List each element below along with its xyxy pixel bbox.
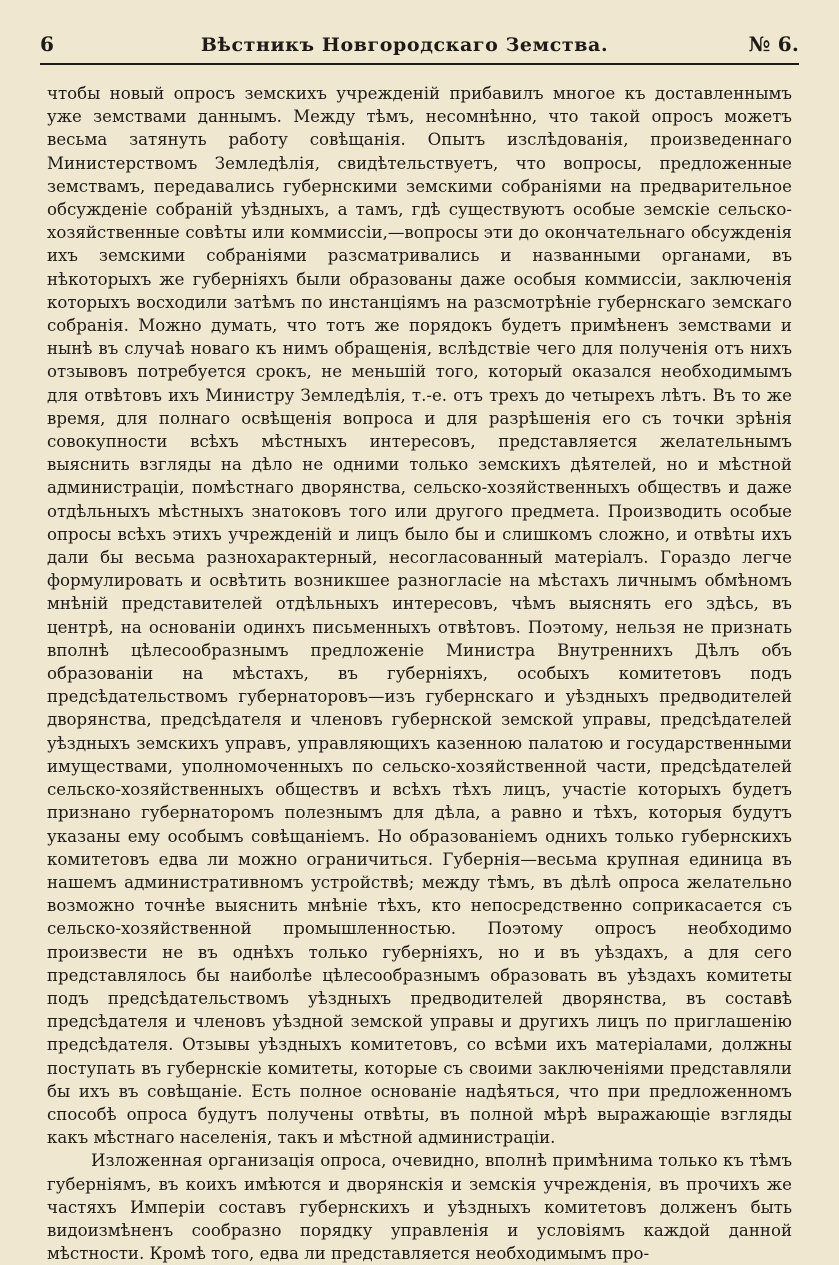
issue-number: № 6. xyxy=(748,32,799,56)
header-rule xyxy=(40,63,799,65)
page-number: 6 xyxy=(40,32,55,56)
article-body xyxy=(47,82,792,1265)
running-title: Вѣстникъ Новгородскаго Земства. xyxy=(200,34,609,56)
page-header xyxy=(40,28,799,56)
paragraph-continuation: чтобы новый опросъ земскихъ учрежденій прибавилъ многое къ доставленнымъ уже земствами даннымъ. Между тѣмъ, несомнѣнно, что такой опросъ можетъ весьма затянуть работу совѣщанія. Опытъ изслѣдованія, произведеннаго Министерствомъ Земледѣлія, свидѣтельствуетъ, что вопросы, предложенные земствамъ, передавались губернскими земскими собраніями на предварительное обсужденіе собраній уѣздныхъ, а тамъ, гдѣ существуютъ особые земскіе сельско-хозяйственные совѣты или коммиссіи,—вопросы эти до окончательнаго обсужденія ихъ земскими собраніями разсматривались и названными органами, въ нѣкоторыхъ же губерніяхъ были образованы даже особыя коммиссіи, заключенія которыхъ восходили затѣмъ по инстанціямъ на разсмотрѣніе губернскаго земскаго собранія. Можно думать, что тотъ же порядокъ будетъ примѣненъ земствами и нынѣ въ случаѣ новаго къ нимъ обращенія, вслѣдствіе чего для полученія отъ нихъ отзывовъ потребуется срокъ, не меньшій того, который оказался необходимымъ для отвѣтовъ ихъ Министру Земледѣлія, т.-е. отъ трехъ до четырехъ лѣтъ. Въ то же время, для полнаго освѣщенія вопроса и для разрѣшенія его съ точки зрѣнія совокупности всѣхъ мѣстныхъ интересовъ, представляется желательнымъ выяснить взгляды на дѣло не одними только земскихъ дѣятелей, но и мѣстной администраціи, помѣстнаго дворянства, сельско-хозяйственныхъ обществъ и даже отдѣльныхъ мѣстныхъ знатоковъ того или другого предмета. Производить особые опросы всѣхъ этихъ учрежденій и лицъ было бы и слишкомъ сложно, и отвѣты ихъ дали бы весьма разнохарактерный, несогласованный матеріалъ. Гораздо легче формулировать и освѣтить возникшее разногласіе на мѣстахъ личнымъ обмѣномъ мнѣній представителей отдѣльныхъ интересовъ, чѣмъ выяснять его здѣсь, въ центрѣ, на основаніи одинхъ письменныхъ отвѣтовъ. Поэтому, нельзя не признать вполнѣ цѣлесообразнымъ предложеніе Министра Внутреннихъ Дѣлъ объ образованіи на мѣстахъ, въ губерніяхъ, особыхъ комитетовъ подъ предсѣдательствомъ губернаторовъ—изъ губернскаго и уѣздныхъ предводителей дворянства, предсѣдателя и членовъ губернской земской управы, предсѣдателей уѣздныхъ земскихъ управъ, управляющихъ казенною палатою и государственными имуществами, уполномоченныхъ по сельско-хозяйственной части, предсѣдателей сельско-хозяйственныхъ обществъ и всѣхъ тѣхъ лицъ, участіе которыхъ будетъ признано губернаторомъ полезнымъ для дѣла, а равно и тѣхъ, которыя будутъ указаны ему особымъ совѣщаніемъ. Но образованіемъ однихъ только губернскихъ комитетовъ едва ли можно ограничиться. Губернія—весьма крупная единица въ нашемъ административномъ устройствѣ; между тѣмъ, въ дѣлѣ опроса желательно возможно точнѣе выяснить мнѣніе тѣхъ, кто непосредственно соприкасается съ сельско-хозяйственной промышленностью. Поэтому опросъ необходимо произвести не въ однѣхъ только губерніяхъ, но и въ уѣздахъ, а для сего представлялось бы наиболѣе цѣлесообразнымъ образовать въ уѣздахъ комитеты подъ предсѣдательствомъ уѣздныхъ предводителей дворянства, въ составѣ предсѣдателя и членовъ уѣздной земской управы и другихъ лицъ по приглашенію предсѣдателя. Отзывы уѣздныхъ комитетовъ, со всѣми ихъ матеріалами, должны поступать въ губернскіе комитеты, которые съ своими заключеніями представляли бы ихъ въ совѣщаніе. Есть полное основаніе надѣяться, что при предложенномъ способѣ опроса будутъ получены отвѣты, въ полной мѣрѣ выражающіе взгляды какъ мѣстнаго населенія, такъ и мѣстной администраціи. xyxy=(47,84,792,1148)
paragraph-new: Изложенная организація опроса, очевидно, вполнѣ примѣнима только къ тѣмъ губерніямъ, въ коихъ имѣются и дворянскія и земскія учрежденія, въ прочихъ же частяхъ Имперіи составъ губернскихъ и уѣздныхъ комитетовъ долженъ быть видоизмѣненъ сообразно порядку управленія и условіямъ каждой данной мѣстности. Кромѣ того, едва ли представляется необходимымъ про- xyxy=(47,1151,792,1264)
